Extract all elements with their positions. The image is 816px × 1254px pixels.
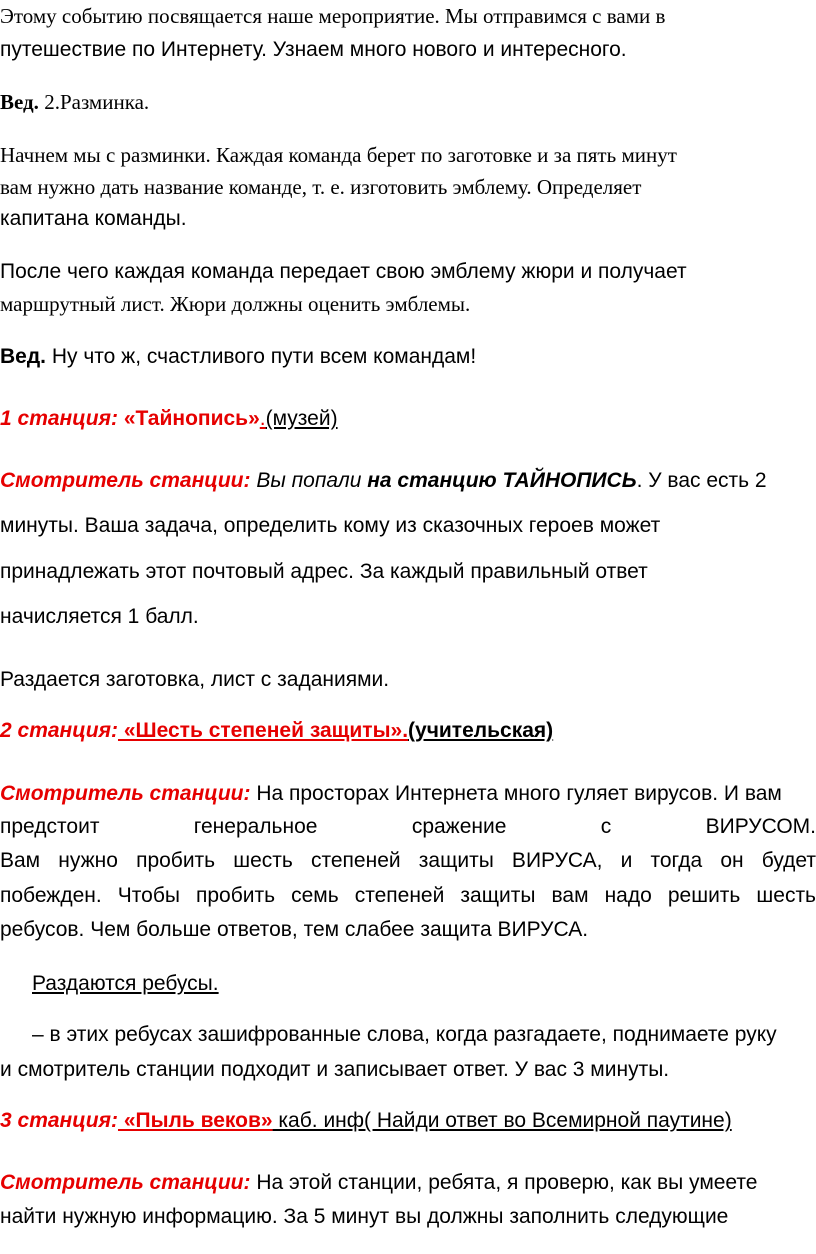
warmup-p2-line-2-text: маршрутный лист. Жюри должны оценить эмблемы. <box>0 292 471 316</box>
intro-line-2 <box>0 34 627 66</box>
station1-keeper: Смотритель станции: <box>0 469 251 492</box>
station2-handout <box>0 968 219 1000</box>
station1-line-4-text: начисляется 1 балл. <box>0 605 199 628</box>
station1-t1: Вы попали <box>250 469 368 492</box>
station1-name: «Тайнопись» <box>117 407 260 430</box>
station2-line-4-text: побежден. Чтобы пробить семь степеней защиты вам надо решить шесть <box>0 884 816 907</box>
station1-t3: . У вас есть 2 <box>636 469 767 492</box>
station2-label: 2 станция: <box>0 719 118 742</box>
intro-line-1-full <box>0 0 665 33</box>
warmup-p2-line-1-text: После чего каждая команда передает свою эмблему жюри и получает <box>0 260 687 283</box>
station2-line-4 <box>0 880 816 912</box>
warmup-p2-line-2 <box>0 288 470 320</box>
station3-heading <box>0 1105 732 1137</box>
warmup-lead: Вед. <box>0 90 39 114</box>
station1-line-3 <box>0 556 648 588</box>
station2-place: (учительская) <box>408 719 554 742</box>
station1-label: 1 станция: <box>0 407 118 430</box>
intro-line-2-text: путешествие по Интернету. Узнаем много нового и интересного. <box>0 38 627 61</box>
station3-line-2-text: найти нужную информацию. За 5 минут вы должны заполнить следующие <box>0 1205 729 1228</box>
warmup-p1-line-1 <box>0 139 677 171</box>
station3-label: 3 станция: <box>0 1109 118 1132</box>
station1-t2: на станцию ТАЙНОПИСЬ <box>367 469 637 492</box>
station1-line-2-text: минуты. Ваша задача, определить кому из сказочных героев может <box>0 514 661 537</box>
warmup-p1-line-1-text: Начнем мы с разминки. Каждая команда берет по заготовке и за пять минут <box>0 143 677 167</box>
station2-line-3-text: Вам нужно пробить шесть степеней защиты ВИРУСА, и тогда он будет <box>0 849 816 872</box>
station2-handout-text: Раздаются ребусы. <box>32 972 219 995</box>
station2-line-3 <box>0 845 816 877</box>
warmup-p1-line-2 <box>0 171 641 203</box>
station1-line-1 <box>0 465 767 497</box>
warmup-heading <box>0 86 149 118</box>
warmup-p1-line-2-text: вам нужно дать название команде, т. е. изготовить эмблему. Определяет <box>0 175 642 199</box>
greeting-line <box>0 341 476 373</box>
station1-dot: . <box>259 407 266 430</box>
station3-line-2 <box>0 1201 728 1233</box>
warmup-p1-line-3-text: капитана команды. <box>0 207 187 230</box>
station2-note-2-text: и смотритель станции подходит и записывает ответ. У вас 3 минуты. <box>0 1058 670 1081</box>
station3-line-1 <box>0 1167 757 1199</box>
greeting-text: Ну что ж, счастливого пути всем командам! <box>46 345 477 368</box>
station2-note-1 <box>0 1019 777 1051</box>
station1-place: (музей) <box>265 407 338 430</box>
station2-line-2 <box>0 811 816 843</box>
station1-line-4 <box>0 601 199 633</box>
greeting-lead: Вед. <box>0 345 47 368</box>
warmup-title: 2.Разминка. <box>38 90 150 114</box>
station2-line-1-text: На просторах Интернета много гуляет вирусов. И вам <box>250 782 782 805</box>
station1-heading <box>0 403 338 435</box>
station2-line-1 <box>0 778 782 810</box>
station2-line-5 <box>0 914 588 946</box>
station2-name: «Шесть степеней защиты». <box>117 719 409 742</box>
station1-line-3-text: принадлежать этот почтовый адрес. За каждый правильный ответ <box>0 560 648 583</box>
station3-keeper: Смотритель станции: <box>0 1171 251 1194</box>
station1-handout <box>0 664 389 696</box>
warmup-p1-line-3 <box>0 203 187 235</box>
station2-note-1-text: – в этих ребусах зашифрованные слова, когда разгадаете, поднимаете руку <box>32 1023 777 1046</box>
station2-keeper: Смотритель станции: <box>0 782 251 805</box>
station1-handout-text: Раздается заготовка, лист с заданиями. <box>0 668 390 691</box>
station3-line-1-text: На этой станции, ребята, я проверю, как вы умеете <box>250 1171 758 1194</box>
station3-place: каб. инф( Найди ответ во Всемирной паутине) <box>272 1109 732 1132</box>
intro-line-1-text: Этому событию посвящается наше мероприятие. Мы отправимся с вами в <box>0 4 666 28</box>
station2-line-2-text: предстоит генеральное сражение с ВИРУСОМ. <box>0 815 816 838</box>
station2-heading <box>0 715 553 747</box>
warmup-p2-line-1 <box>0 256 687 288</box>
station2-note-2 <box>0 1054 669 1086</box>
station3-name: «Пыль веков» <box>117 1109 273 1132</box>
station1-line-2 <box>0 510 660 542</box>
station2-line-5-text: ребусов. Чем больше ответов, тем слабее защита ВИРУСА. <box>0 918 589 941</box>
